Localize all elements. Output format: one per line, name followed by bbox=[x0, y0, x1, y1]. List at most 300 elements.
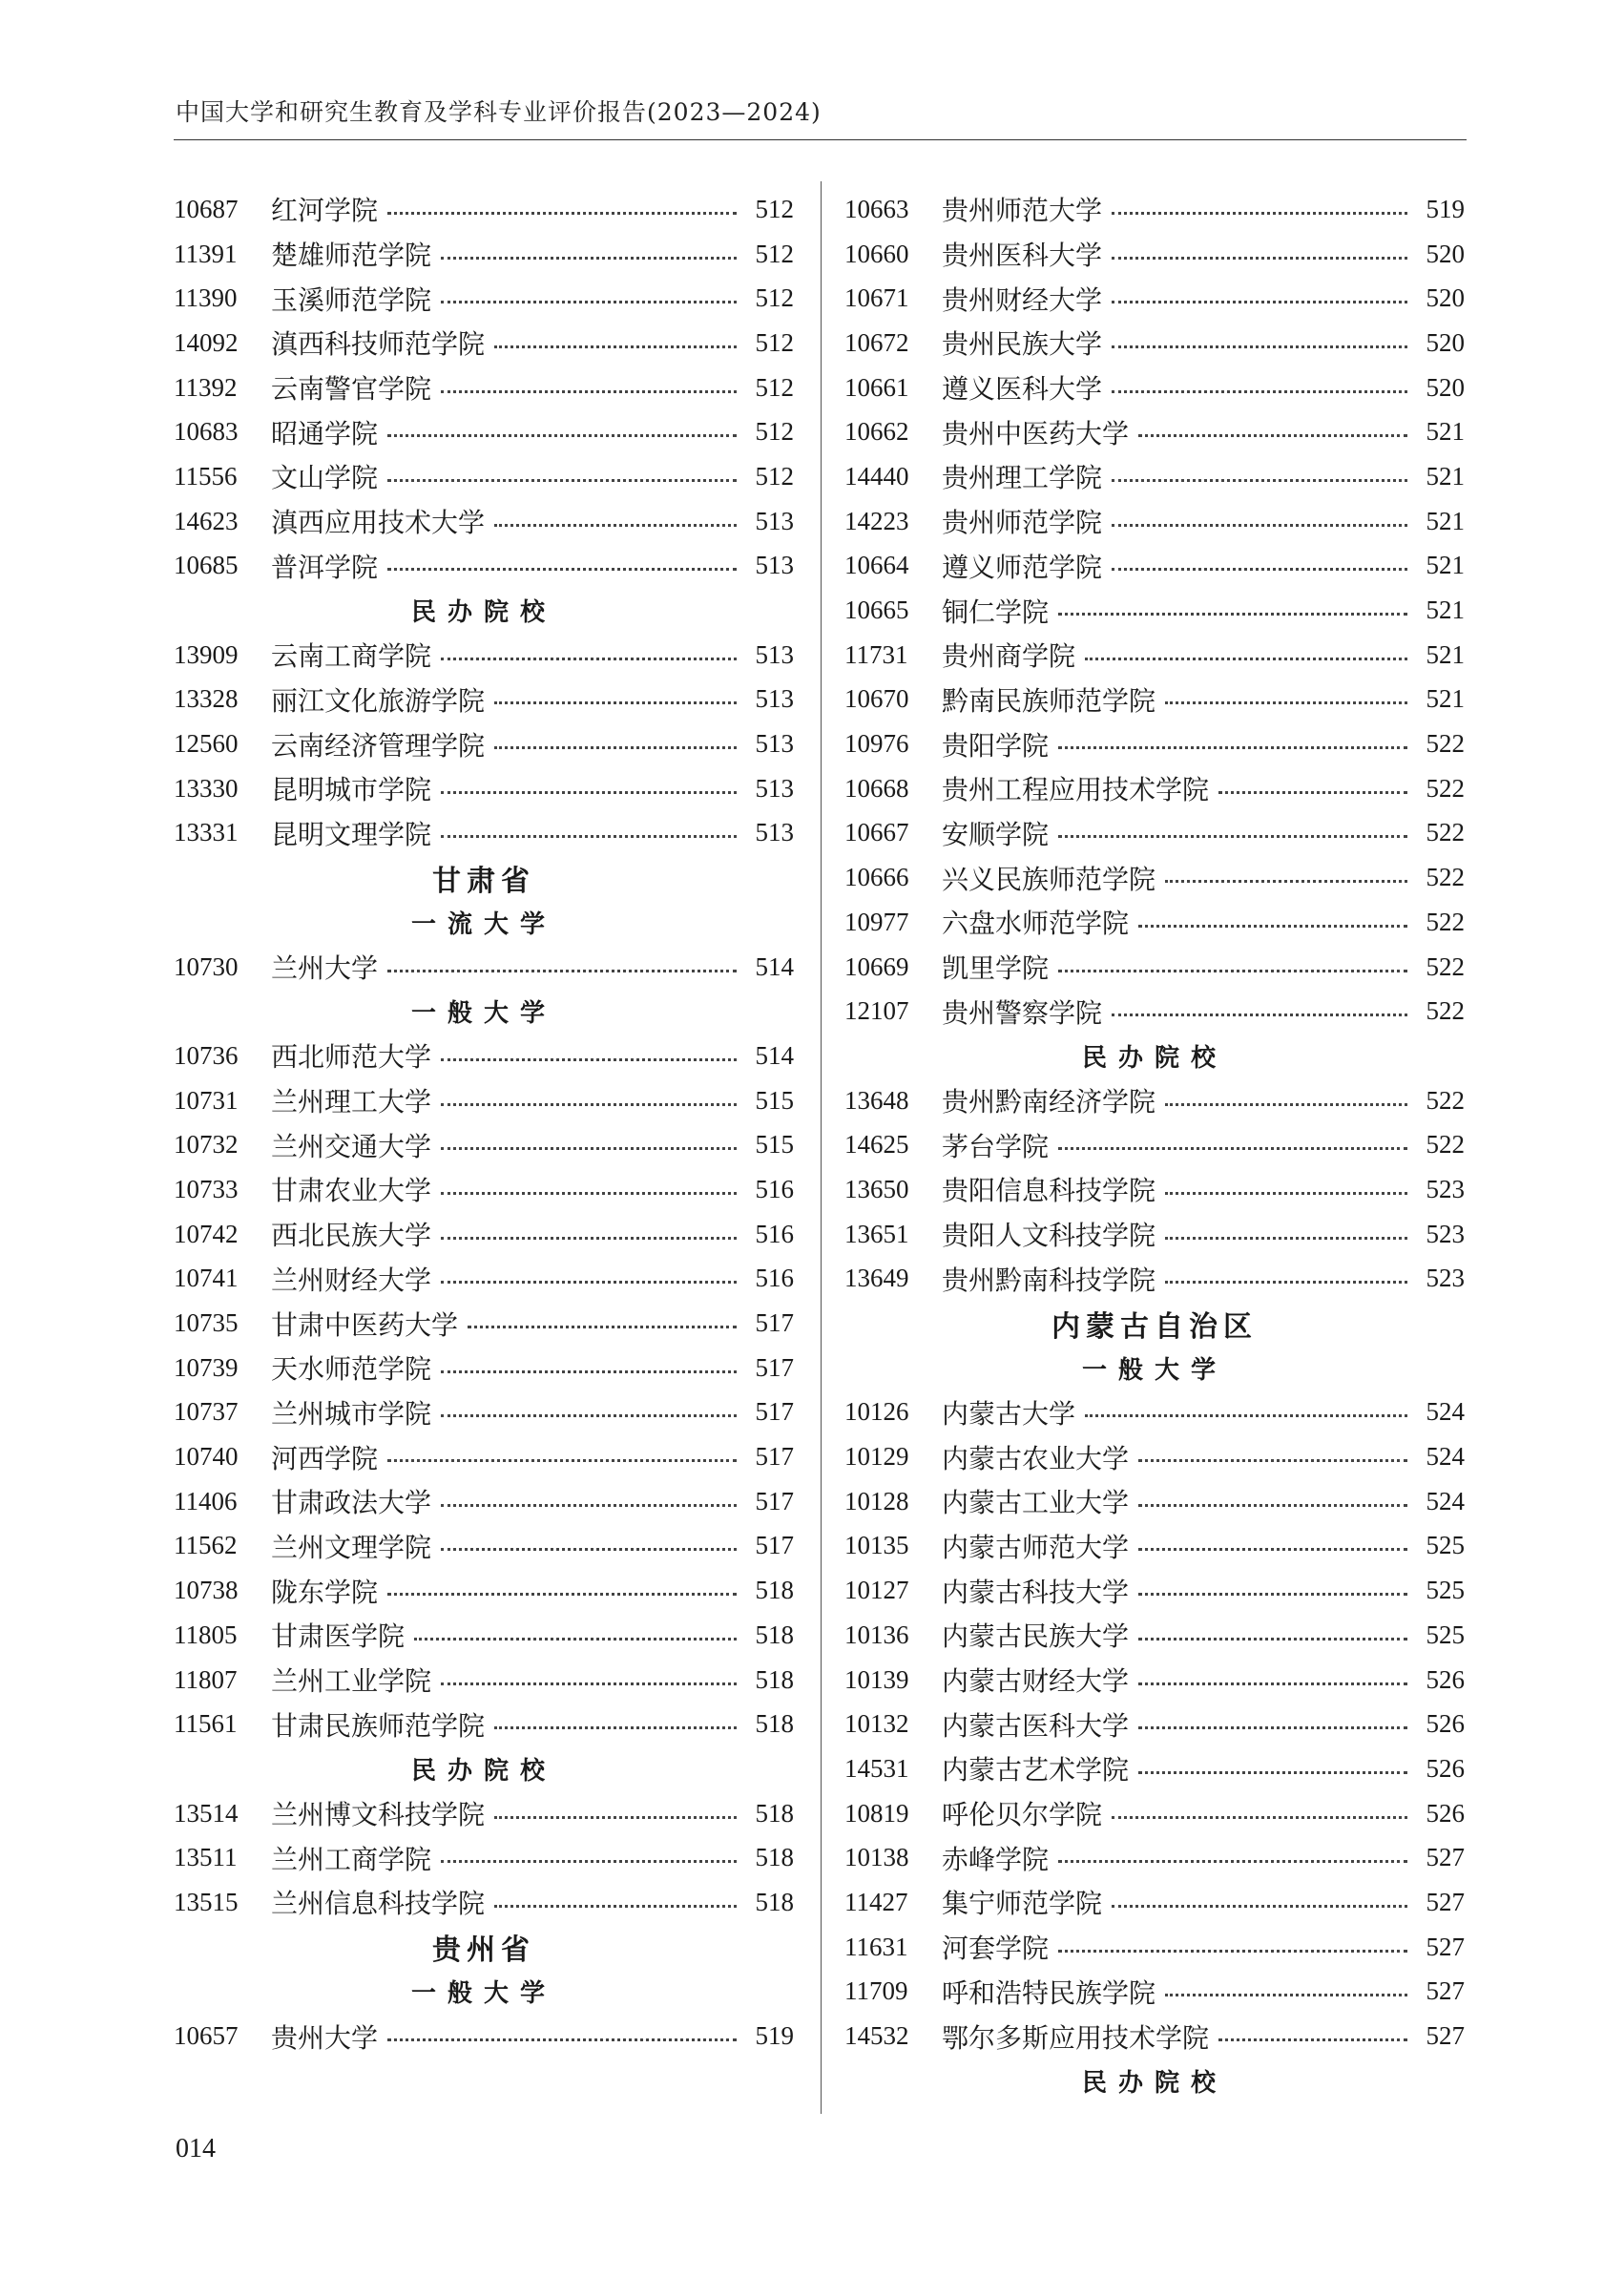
institution-code: 13648 bbox=[844, 1085, 909, 1115]
toc-entry bbox=[174, 1346, 794, 1390]
toc-entry bbox=[844, 187, 1465, 232]
institution-name: 甘肃民族师范学院 bbox=[271, 1709, 486, 1742]
institution-name: 兰州交通大学 bbox=[271, 1130, 432, 1162]
toc-entry bbox=[844, 1925, 1465, 1970]
toc-entry bbox=[174, 1434, 794, 1479]
institution-name: 普洱学院 bbox=[271, 551, 379, 583]
dot-leader bbox=[494, 345, 737, 348]
institution-code: 10126 bbox=[844, 1397, 909, 1427]
dot-leader bbox=[441, 257, 737, 260]
dot-leader bbox=[414, 1638, 737, 1641]
institution-name: 河西学院 bbox=[271, 1442, 379, 1474]
dot-leader bbox=[1138, 925, 1407, 928]
page-reference: 527 bbox=[1426, 1887, 1465, 1916]
page-reference: 525 bbox=[1426, 1576, 1465, 1605]
toc-entry bbox=[844, 499, 1465, 544]
dot-leader bbox=[1138, 1682, 1407, 1685]
dot-leader bbox=[441, 1860, 737, 1863]
dot-leader bbox=[441, 1682, 737, 1685]
toc-entry bbox=[844, 945, 1465, 990]
toc-entry bbox=[844, 276, 1465, 321]
institution-name: 云南经济管理学院 bbox=[271, 729, 486, 762]
toc-entry bbox=[844, 321, 1465, 366]
dot-leader bbox=[1112, 257, 1407, 260]
institution-code: 11406 bbox=[174, 1486, 238, 1515]
dot-leader bbox=[1138, 1726, 1407, 1729]
dot-leader bbox=[494, 1816, 737, 1819]
dot-leader bbox=[441, 301, 737, 303]
institution-code: 13515 bbox=[174, 1887, 239, 1916]
page-reference: 518 bbox=[755, 1664, 794, 1694]
institution-code: 10738 bbox=[174, 1576, 239, 1605]
toc-entry bbox=[844, 855, 1465, 900]
toc-entry bbox=[174, 187, 794, 232]
institution-name: 贵阳信息科技学院 bbox=[942, 1175, 1156, 1207]
page-reference: 517 bbox=[755, 1486, 794, 1515]
toc-entry bbox=[844, 1970, 1465, 2015]
institution-code: 13650 bbox=[844, 1174, 909, 1203]
dot-leader bbox=[441, 1192, 737, 1195]
toc-entry bbox=[174, 1078, 794, 1123]
institution-name: 河套学院 bbox=[942, 1933, 1050, 1965]
dot-leader bbox=[387, 434, 737, 437]
toc-entry bbox=[174, 766, 794, 811]
institution-name: 兰州财经大学 bbox=[271, 1264, 432, 1296]
dot-leader bbox=[494, 746, 737, 749]
page-reference: 512 bbox=[755, 239, 794, 268]
institution-code: 12560 bbox=[174, 729, 239, 759]
dot-leader bbox=[494, 1726, 737, 1729]
toc-entry bbox=[174, 1880, 794, 1925]
toc-entry bbox=[844, 1078, 1465, 1123]
dot-leader bbox=[1138, 434, 1407, 437]
page-reference: 514 bbox=[755, 1040, 794, 1070]
page-reference: 525 bbox=[1426, 1620, 1465, 1649]
institution-name: 黔南民族师范学院 bbox=[942, 684, 1156, 717]
institution-code: 10127 bbox=[844, 1576, 909, 1605]
dot-leader bbox=[1085, 658, 1407, 660]
toc-entry bbox=[844, 232, 1465, 277]
dot-leader bbox=[441, 1548, 737, 1551]
institution-code: 10657 bbox=[174, 2021, 239, 2051]
institution-name: 内蒙古财经大学 bbox=[942, 1665, 1130, 1698]
institution-code: 13330 bbox=[174, 773, 239, 803]
institution-name: 云南警官学院 bbox=[271, 373, 432, 406]
institution-code: 10685 bbox=[174, 551, 239, 580]
toc-entry bbox=[174, 945, 794, 990]
dot-leader bbox=[1058, 970, 1407, 972]
dot-leader bbox=[1218, 2038, 1407, 2041]
institution-name: 丽江文化旅游学院 bbox=[271, 684, 486, 717]
institution-code: 14625 bbox=[844, 1130, 909, 1160]
institution-name: 兰州信息科技学院 bbox=[271, 1888, 486, 1920]
toc-column-left bbox=[174, 187, 794, 2059]
page-reference: 517 bbox=[755, 1308, 794, 1338]
dot-leader bbox=[441, 1370, 737, 1373]
institution-code: 10736 bbox=[174, 1040, 239, 1070]
page-reference: 512 bbox=[755, 461, 794, 491]
page-reference: 520 bbox=[1426, 327, 1465, 357]
institution-name: 内蒙古师范大学 bbox=[942, 1531, 1130, 1563]
institution-name: 茅台学院 bbox=[942, 1130, 1050, 1162]
page-reference: 513 bbox=[755, 773, 794, 803]
dot-leader bbox=[1138, 1771, 1407, 1774]
institution-code: 10730 bbox=[174, 951, 239, 981]
institution-name: 凯里学院 bbox=[942, 952, 1050, 985]
dot-leader bbox=[1112, 301, 1407, 303]
dot-leader bbox=[1112, 1816, 1407, 1819]
institution-code: 10739 bbox=[174, 1352, 239, 1382]
dot-leader bbox=[387, 568, 737, 571]
toc-entry bbox=[844, 1122, 1465, 1167]
dot-leader bbox=[441, 1414, 737, 1417]
page-reference: 516 bbox=[755, 1219, 794, 1248]
institution-name: 集宁师范学院 bbox=[942, 1888, 1103, 1920]
toc-column-right bbox=[844, 187, 1465, 2103]
toc-entry bbox=[174, 544, 794, 589]
institution-name: 西北民族大学 bbox=[271, 1220, 432, 1252]
institution-name: 滇西应用技术大学 bbox=[271, 507, 486, 539]
institution-code: 10683 bbox=[174, 417, 239, 447]
page-reference: 521 bbox=[1426, 684, 1465, 714]
toc-entry bbox=[844, 409, 1465, 454]
page-reference: 527 bbox=[1426, 1932, 1465, 1961]
page-reference: 524 bbox=[1426, 1397, 1465, 1427]
institution-code: 10666 bbox=[844, 863, 909, 892]
institution-code: 10135 bbox=[844, 1531, 909, 1560]
dot-leader bbox=[1058, 746, 1407, 749]
institution-name: 文山学院 bbox=[271, 462, 379, 494]
toc-entry bbox=[844, 1791, 1465, 1836]
institution-code: 11631 bbox=[844, 1932, 908, 1961]
toc-entry bbox=[174, 1301, 794, 1346]
dot-leader bbox=[1138, 1638, 1407, 1641]
page-reference: 520 bbox=[1426, 372, 1465, 402]
page-reference: 515 bbox=[755, 1085, 794, 1115]
toc-entry bbox=[844, 2014, 1465, 2059]
page-reference: 520 bbox=[1426, 283, 1465, 313]
institution-code: 10667 bbox=[844, 818, 909, 847]
institution-name: 铜仁学院 bbox=[942, 596, 1050, 628]
institution-code: 11562 bbox=[174, 1531, 238, 1560]
category-heading: 民办院校 bbox=[410, 598, 556, 628]
dot-leader bbox=[1138, 1593, 1407, 1596]
institution-name: 兰州大学 bbox=[271, 952, 379, 985]
institution-name: 滇西科技师范学院 bbox=[271, 328, 486, 361]
dot-leader bbox=[1165, 701, 1407, 704]
page-reference: 517 bbox=[755, 1352, 794, 1382]
dot-leader bbox=[1112, 568, 1407, 571]
toc-entry bbox=[174, 678, 794, 722]
toc-entry bbox=[844, 766, 1465, 811]
page-reference: 522 bbox=[1426, 951, 1465, 981]
toc-entry bbox=[174, 1479, 794, 1524]
dot-leader bbox=[1165, 1192, 1407, 1195]
dot-leader bbox=[441, 1281, 737, 1284]
toc-entry bbox=[174, 454, 794, 499]
institution-code: 11807 bbox=[174, 1664, 238, 1694]
institution-name: 贵州医科大学 bbox=[942, 240, 1103, 272]
page-reference: 522 bbox=[1426, 773, 1465, 803]
toc-entry bbox=[174, 1791, 794, 1836]
page-reference: 527 bbox=[1426, 1976, 1465, 2006]
toc-entry bbox=[844, 633, 1465, 678]
toc-entry bbox=[174, 1702, 794, 1746]
institution-name: 贵州财经大学 bbox=[942, 283, 1103, 316]
institution-code: 10977 bbox=[844, 907, 909, 936]
toc-entry bbox=[174, 1658, 794, 1703]
page-reference: 526 bbox=[1426, 1664, 1465, 1694]
toc-entry bbox=[174, 1524, 794, 1569]
institution-name: 兰州博文科技学院 bbox=[271, 1799, 486, 1831]
institution-code: 14532 bbox=[844, 2021, 909, 2051]
toc-entry bbox=[174, 1122, 794, 1167]
column-divider bbox=[821, 181, 822, 2114]
category-heading: 民办院校 bbox=[410, 1756, 556, 1786]
institution-code: 10672 bbox=[844, 327, 909, 357]
institution-name: 贵州警察学院 bbox=[942, 996, 1103, 1029]
institution-code: 13514 bbox=[174, 1798, 239, 1828]
institution-code: 10664 bbox=[844, 551, 909, 580]
page-reference: 512 bbox=[755, 327, 794, 357]
institution-name: 内蒙古大学 bbox=[942, 1397, 1076, 1430]
institution-code: 13511 bbox=[174, 1843, 238, 1872]
toc-entry bbox=[844, 678, 1465, 722]
institution-code: 10740 bbox=[174, 1442, 239, 1472]
institution-name: 贵州工程应用技术学院 bbox=[942, 774, 1210, 806]
page-reference: 513 bbox=[755, 818, 794, 847]
page-reference: 513 bbox=[755, 639, 794, 669]
category-heading: 一般大学 bbox=[1081, 1355, 1227, 1385]
institution-name: 内蒙古艺术学院 bbox=[942, 1754, 1130, 1787]
institution-name: 赤峰学院 bbox=[942, 1843, 1050, 1875]
running-header-title: 中国大学和研究生教育及学科专业评价报告(2023—2024) bbox=[176, 98, 822, 126]
institution-code: 10670 bbox=[844, 684, 909, 714]
page-reference: 517 bbox=[755, 1442, 794, 1472]
dot-leader bbox=[1165, 1994, 1407, 1996]
toc-entry bbox=[174, 811, 794, 856]
dot-leader bbox=[387, 1459, 737, 1462]
institution-code: 13331 bbox=[174, 818, 239, 847]
institution-code: 10732 bbox=[174, 1130, 239, 1160]
institution-code: 11709 bbox=[844, 1976, 908, 2006]
institution-code: 10687 bbox=[174, 194, 239, 223]
toc-entry bbox=[844, 900, 1465, 945]
dot-leader bbox=[1165, 1237, 1407, 1240]
toc-entry bbox=[174, 1835, 794, 1880]
dot-leader bbox=[441, 658, 737, 660]
page-reference: 518 bbox=[755, 1576, 794, 1605]
institution-code: 10669 bbox=[844, 951, 909, 981]
institution-code: 10139 bbox=[844, 1664, 909, 1694]
toc-entry bbox=[844, 1613, 1465, 1658]
toc-entry bbox=[174, 1167, 794, 1212]
toc-entry bbox=[844, 1835, 1465, 1880]
dot-leader bbox=[441, 1147, 737, 1150]
institution-code: 11561 bbox=[174, 1709, 238, 1739]
institution-name: 红河学院 bbox=[271, 195, 379, 227]
dot-leader bbox=[1138, 1459, 1407, 1462]
dot-leader bbox=[1165, 1103, 1407, 1106]
page-reference: 526 bbox=[1426, 1753, 1465, 1783]
institution-name: 昆明文理学院 bbox=[271, 818, 432, 850]
toc-entry bbox=[174, 409, 794, 454]
institution-code: 10731 bbox=[174, 1085, 239, 1115]
institution-code: 10132 bbox=[844, 1709, 909, 1739]
institution-name: 内蒙古医科大学 bbox=[942, 1709, 1130, 1742]
toc-entry bbox=[844, 1257, 1465, 1302]
institution-code: 14440 bbox=[844, 461, 909, 491]
institution-name: 兴义民族师范学院 bbox=[942, 863, 1156, 895]
dot-leader bbox=[1138, 1504, 1407, 1507]
toc-entry bbox=[844, 588, 1465, 633]
institution-code: 11805 bbox=[174, 1620, 238, 1649]
institution-name: 贵州师范大学 bbox=[942, 195, 1103, 227]
toc-entry bbox=[844, 811, 1465, 856]
page-reference: 516 bbox=[755, 1174, 794, 1203]
institution-name: 呼伦贝尔学院 bbox=[942, 1799, 1103, 1831]
page-reference: 513 bbox=[755, 729, 794, 759]
page-reference: 512 bbox=[755, 417, 794, 447]
institution-name: 兰州理工大学 bbox=[271, 1086, 432, 1118]
toc-entry bbox=[844, 1658, 1465, 1703]
institution-code: 10665 bbox=[844, 596, 909, 625]
dot-leader bbox=[1165, 1281, 1407, 1284]
toc-entry bbox=[844, 544, 1465, 589]
institution-name: 贵州黔南经济学院 bbox=[942, 1086, 1156, 1118]
province-heading: 甘肃省 bbox=[432, 864, 535, 898]
province-heading: 贵州省 bbox=[432, 1933, 535, 1968]
institution-name: 内蒙古工业大学 bbox=[942, 1487, 1130, 1519]
page-reference: 518 bbox=[755, 1620, 794, 1649]
page-reference: 523 bbox=[1426, 1174, 1465, 1203]
institution-name: 甘肃农业大学 bbox=[271, 1175, 432, 1207]
institution-name: 西北师范大学 bbox=[271, 1041, 432, 1074]
dot-leader bbox=[494, 701, 737, 704]
toc-entry bbox=[844, 1568, 1465, 1613]
page-reference: 523 bbox=[1426, 1264, 1465, 1293]
institution-code: 13651 bbox=[844, 1219, 909, 1248]
page-reference: 522 bbox=[1426, 907, 1465, 936]
page-reference: 517 bbox=[755, 1397, 794, 1427]
toc-entry bbox=[174, 276, 794, 321]
page-reference: 523 bbox=[1426, 1219, 1465, 1248]
page-reference: 525 bbox=[1426, 1531, 1465, 1560]
category-heading: 一般大学 bbox=[410, 1979, 556, 2009]
dot-leader bbox=[1058, 613, 1407, 616]
dot-leader bbox=[1058, 1860, 1407, 1863]
institution-code: 11427 bbox=[844, 1887, 908, 1916]
institution-code: 14531 bbox=[844, 1753, 909, 1783]
category-heading: 民办院校 bbox=[1081, 1043, 1227, 1073]
dot-leader bbox=[387, 1593, 737, 1596]
institution-name: 鄂尔多斯应用技术学院 bbox=[942, 2021, 1210, 2054]
dot-leader bbox=[441, 1103, 737, 1106]
page-reference: 522 bbox=[1426, 729, 1465, 759]
institution-code: 10128 bbox=[844, 1486, 909, 1515]
institution-name: 兰州城市学院 bbox=[271, 1397, 432, 1430]
institution-code: 13649 bbox=[844, 1264, 909, 1293]
institution-name: 贵州大学 bbox=[271, 2021, 379, 2054]
toc-entry bbox=[174, 633, 794, 678]
dot-leader bbox=[1112, 1014, 1407, 1016]
category-heading: 一流大学 bbox=[410, 909, 556, 939]
institution-name: 玉溪师范学院 bbox=[271, 283, 432, 316]
toc-entry bbox=[174, 2014, 794, 2059]
institution-name: 兰州文理学院 bbox=[271, 1531, 432, 1563]
page-reference: 519 bbox=[1426, 194, 1465, 223]
toc-entry bbox=[844, 366, 1465, 410]
institution-code: 10819 bbox=[844, 1798, 909, 1828]
institution-name: 贵州理工学院 bbox=[942, 462, 1103, 494]
page-reference: 513 bbox=[755, 551, 794, 580]
toc-entry bbox=[844, 989, 1465, 1034]
institution-code: 11392 bbox=[174, 372, 238, 402]
institution-name: 楚雄师范学院 bbox=[271, 240, 432, 272]
institution-name: 六盘水师范学院 bbox=[942, 908, 1130, 940]
page-reference: 521 bbox=[1426, 551, 1465, 580]
page-reference: 514 bbox=[755, 951, 794, 981]
dot-leader bbox=[441, 390, 737, 393]
institution-name: 贵州中医药大学 bbox=[942, 417, 1130, 449]
dot-leader bbox=[468, 1326, 737, 1328]
institution-name: 兰州工业学院 bbox=[271, 1665, 432, 1698]
institution-name: 昭通学院 bbox=[271, 417, 379, 449]
toc-entry bbox=[844, 1167, 1465, 1212]
dot-leader bbox=[441, 791, 737, 794]
dot-leader bbox=[441, 1058, 737, 1061]
institution-code: 13328 bbox=[174, 684, 239, 714]
institution-name: 贵阳人文科技学院 bbox=[942, 1220, 1156, 1252]
dot-leader bbox=[1165, 880, 1407, 883]
header-rule bbox=[174, 139, 1467, 140]
institution-code: 14223 bbox=[844, 506, 909, 535]
page-reference: 522 bbox=[1426, 996, 1465, 1026]
page-reference: 521 bbox=[1426, 417, 1465, 447]
institution-name: 贵州民族大学 bbox=[942, 328, 1103, 361]
toc-entry bbox=[174, 1257, 794, 1302]
province-heading: 内蒙古自治区 bbox=[1051, 1309, 1258, 1344]
institution-code: 10668 bbox=[844, 773, 909, 803]
institution-name: 贵阳学院 bbox=[942, 729, 1050, 762]
institution-code: 10661 bbox=[844, 372, 909, 402]
toc-entry bbox=[844, 1434, 1465, 1479]
dot-leader bbox=[1058, 1950, 1407, 1953]
toc-entry bbox=[174, 1034, 794, 1078]
institution-name: 甘肃医学院 bbox=[271, 1620, 406, 1653]
toc-entry bbox=[844, 721, 1465, 766]
page-reference: 522 bbox=[1426, 818, 1465, 847]
page-reference: 516 bbox=[755, 1264, 794, 1293]
dot-leader bbox=[441, 1237, 737, 1240]
institution-name: 甘肃政法大学 bbox=[271, 1487, 432, 1519]
institution-code: 10660 bbox=[844, 239, 909, 268]
institution-name: 云南工商学院 bbox=[271, 640, 432, 673]
toc-entry bbox=[174, 321, 794, 366]
dot-leader bbox=[387, 479, 737, 482]
page-reference: 521 bbox=[1426, 639, 1465, 669]
institution-code: 10663 bbox=[844, 194, 909, 223]
institution-code: 11391 bbox=[174, 239, 238, 268]
institution-code: 11731 bbox=[844, 639, 908, 669]
toc-entry bbox=[174, 1613, 794, 1658]
toc-entry bbox=[174, 366, 794, 410]
page-reference: 522 bbox=[1426, 1130, 1465, 1160]
institution-name: 贵州师范学院 bbox=[942, 507, 1103, 539]
page-reference: 522 bbox=[1426, 863, 1465, 892]
institution-name: 天水师范学院 bbox=[271, 1353, 432, 1386]
toc-entry bbox=[844, 1880, 1465, 1925]
